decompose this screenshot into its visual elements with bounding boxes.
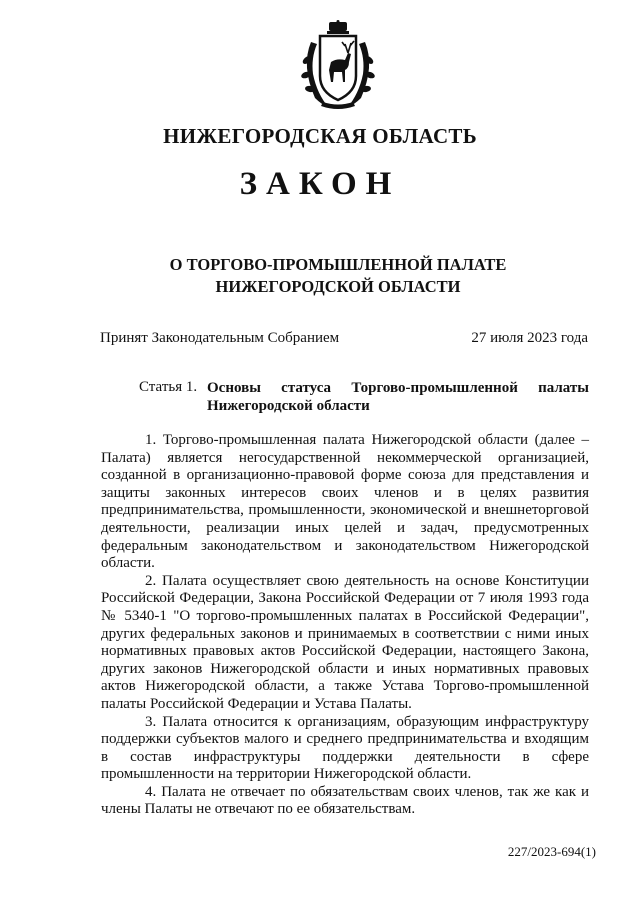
- article-body: [101, 432, 589, 819]
- paragraph-4: 4. Палата не отвечает по обязательствам своих членов, так же как и члены Палаты не отвечают по ее обязательствам.: [101, 783, 589, 818]
- paragraph-3: 3. Палата относится к организациям, образующим инфраструктуру поддержки субъектов малого и среднего предпринимательства и входящим в состав инфраструктуры поддержки деятельности в сфере промышленности на территории Нижегородской области.: [101, 713, 589, 783]
- region-name: НИЖЕГОРОДСКАЯ ОБЛАСТЬ: [163, 124, 477, 148]
- paragraph-1: 1. Торгово-промышленная палата Нижегородской области (далее – Палата) является негосударственной некоммерческой организацией, созданной в организационно-правовой форме союза для представления и защиты законных интересов своих членов и в целях развития предпринимательства, промышленности, экономической и внешнеторговой деятельности, реализации иных целей и задач, предусмотренных федеральным законодательством и законодательством Нижегородской области.: [101, 432, 589, 572]
- adoption-date: 27 июля 2023 года: [471, 330, 588, 346]
- adopted-by: Принят Законодательным Собранием: [100, 330, 340, 346]
- paragraph-2: 2. Палата осуществляет свою деятельность на основе Конституции Российской Федерации, Закона Российской Федерации от 7 июля 1993 года № 5340-1 "О торгово-промышленных палатах в Российской Федерации", других федеральных законов и принимаемых в соответствии с ними иных нормативных правовых актов Российской Федерации, настоящего Закона, других законов Нижегородской области и иных нормативных правовых актов Нижегородской области, а также Устава Торгово-промышленной палаты Российской Федерации и Устава Палаты.: [101, 572, 589, 712]
- coat-of-arms-icon: [293, 20, 383, 112]
- law-subject-title: О ТОРГОВО-ПРОМЫШЛЕННОЙ ПАЛАТЕ НИЖЕГОРОДСКОЙ ОБЛАСТИ: [169, 255, 507, 296]
- document-type-title: ЗАКОН: [239, 166, 401, 202]
- article-number: Статья 1.: [139, 379, 198, 395]
- document-registration-number: 227/2023-694(1): [507, 844, 596, 859]
- article-title: Основы статуса Торгово-промышленной палаты Нижегородской области: [207, 380, 589, 414]
